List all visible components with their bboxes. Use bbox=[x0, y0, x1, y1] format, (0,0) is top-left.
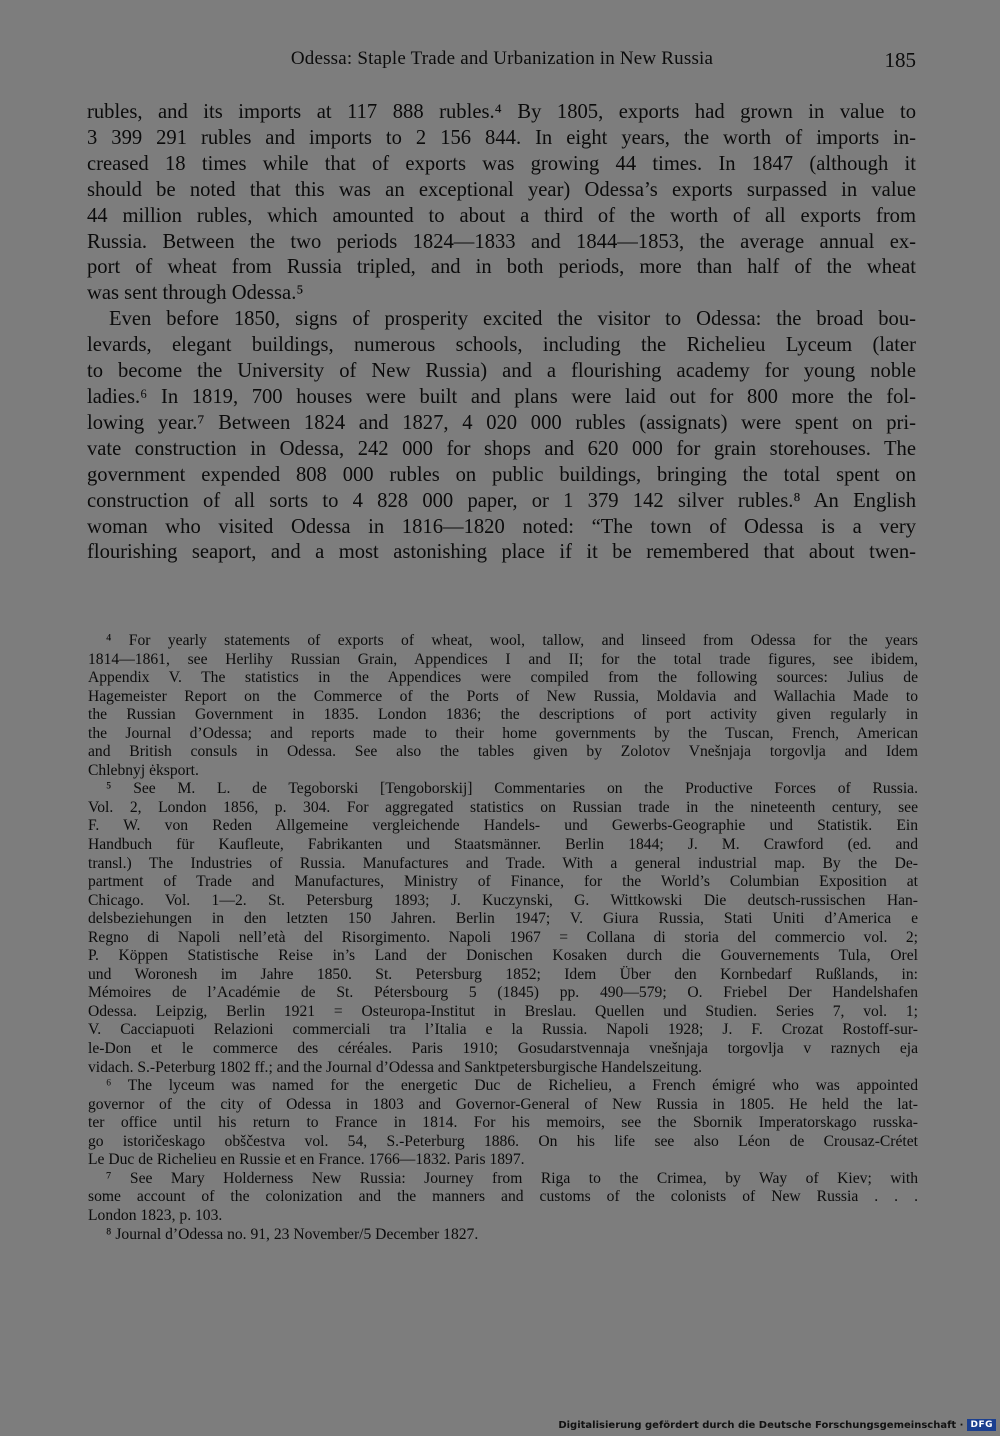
footnote-line: ⁷ See Mary Holderness New Russia: Journey from Riga to the Crimea, by Way of Kiev; with bbox=[106, 1169, 918, 1187]
running-title: Odessa: Staple Trade and Urbanization in New Russia bbox=[290, 48, 714, 69]
body-line: should be noted that this was an exceptional year) Odessa’s exports surpassed in value bbox=[87, 178, 916, 201]
footnote-line: some account of the colonization and the manners and customs of the colonists of New Russia . . . bbox=[88, 1188, 918, 1206]
body-line: port of wheat from Russia tripled, and in both periods, more than half of the wheat bbox=[87, 256, 916, 279]
footnote-line: vidach. S.-Peterburg 1802 ff.; and the Journal d’Odessa and Sanktpetersburgische Handelszeitung. bbox=[88, 1058, 703, 1076]
footnote-line: le-Don et le commerce des céréales. Paris 1910; Gosudarstvennaja vnešnjaja torgovlja v raznych eja bbox=[88, 1040, 918, 1058]
footnote-line: Vol. 2, London 1856, p. 304. For aggregated statistics on Russian trade in the nineteenth century, see bbox=[88, 798, 918, 816]
footnote-line: V. Cacciapuoti Relazioni commerciali tra l’Italia e la Russia. Napoli 1928; J. F. Crozat Rostoff-sur- bbox=[88, 1021, 918, 1039]
body-line: was sent through Odessa.⁵ bbox=[87, 282, 304, 305]
body-line: vate construction in Odessa, 242 000 for shops and 620 000 for grain storehouses. The bbox=[87, 437, 916, 460]
credit-text: Digitalisierung gefördert durch die Deutsche Forschungsgemeinschaft · bbox=[558, 1419, 964, 1431]
footnote-line: and British consuls in Odessa. See also the tables given by Zolotov Vnešnjaja torgovlja and Idem bbox=[88, 743, 918, 761]
footnote-line: London 1823, p. 103. bbox=[88, 1206, 223, 1224]
body-line: Even before 1850, signs of prosperity excited the visitor to Odessa: the broad bou- bbox=[109, 308, 916, 331]
footnote-line: transl.) The Industries of Russia. Manufactures and Trade. With a general industrial map. By the De- bbox=[88, 854, 918, 872]
footnote-line: und Woronesh im Jahre 1850. St. Petersburg 1852; Idem Über den Kornbedarf Rußlands, in: bbox=[88, 965, 918, 983]
footnote-line: Odessa. Leipzig, Berlin 1921 = Osteuropa-Institut in Breslau. Quellen und Studien. Series 7, vol. 1; bbox=[88, 1002, 918, 1020]
footnote-line: ⁶ The lyceum was named for the energetic Duc de Richelieu, a French émigré who was appointed bbox=[106, 1077, 918, 1095]
body-text bbox=[87, 100, 916, 566]
footnote-line: delsbeziehungen in den letzten 150 Jahren. Berlin 1947; V. Giura Russia, Stati Uniti d’America e bbox=[88, 910, 918, 928]
body-line: flourishing seaport, and a most astonishing place if it be remembered that about twen- bbox=[87, 541, 916, 564]
body-line: Russia. Between the two periods 1824—1833 and 1844—1853, the average annual ex- bbox=[87, 230, 916, 253]
footnote-line: Hagemeister Report on the Commerce of the Ports of New Russia, Moldavia and Wallachia Made to bbox=[88, 687, 918, 705]
footnote-line: the Russian Government in 1835. London 1836; the descriptions of port activity given regularly in bbox=[88, 706, 918, 724]
footnote-line: ⁸ Journal d’Odessa no. 91, 23 November/5 December 1827. bbox=[106, 1225, 479, 1243]
body-line: ladies.⁶ In 1819, 700 houses were built and plans were laid out for 800 more the fol- bbox=[87, 385, 916, 408]
body-line: rubles, and its imports at 117 888 rubles.⁴ By 1805, exports had grown in value to bbox=[87, 101, 916, 123]
footnote-line: go istoričeskago obščestva vol. 54, S.-Peterburg 1886. On his life see also Léon de Crousaz-Crétet bbox=[88, 1132, 918, 1150]
dfg-logo: DFG bbox=[967, 1419, 996, 1431]
body-line: to become the University of New Russia) and a flourishing academy for young noble bbox=[87, 360, 916, 383]
footnote-line: Chlebnyj ėksport. bbox=[88, 761, 199, 779]
footnote-line: partment of Trade and Manufactures, Ministry of Finance, for the World’s Columbian Exposition at bbox=[88, 873, 918, 891]
body-line: levards, elegant buildings, numerous schools, including the Richelieu Lyceum (later bbox=[87, 334, 916, 357]
body-line: government expended 808 000 rubles on public buildings, bringing the total spent on bbox=[87, 463, 916, 486]
digitization-credit bbox=[558, 1418, 996, 1432]
footnote-line: P. Köppen Statistische Reise in’s Land der Donischen Kosaken durch die Gouvernements Tula, Orel bbox=[88, 947, 918, 965]
footnote-line: ter office until his return to France in 1814. For his memoirs, see the Sbornik Imperatorskago russka- bbox=[88, 1114, 918, 1132]
footnote-line: Chicago. Vol. 1—2. St. Petersburg 1893; J. Kuczynski, G. Wittkowski Die deutsch-russischen Han- bbox=[88, 891, 918, 909]
footnote-line: 1814—1861, see Herlihy Russian Grain, Appendices I and II; for the total trade figures, see ibidem, bbox=[88, 650, 918, 668]
footnote-line: Handbuch für Kaufleute, Fabrikanten und Staatsmänner. Berlin 1844; J. M. Crawford (ed. and bbox=[88, 836, 918, 854]
footnotes bbox=[88, 632, 918, 1244]
body-line: lowing year.⁷ Between 1824 and 1827, 4 020 000 rubles (assignats) were spent on pri- bbox=[87, 411, 916, 434]
page-header bbox=[88, 48, 916, 78]
page-number: 185 bbox=[884, 48, 916, 72]
footnote-line: ⁴ For yearly statements of exports of wheat, wool, tallow, and linseed from Odessa for the years bbox=[106, 632, 918, 649]
footnote-line: Le Duc de Richelieu en Russie et en France. 1766—1832. Paris 1897. bbox=[88, 1151, 525, 1169]
footnote-line: ⁵ See M. L. de Tegoborski [Tengoborskij] Commentaries on the Productive Forces of Russia. bbox=[106, 780, 918, 798]
body-line: construction of all sorts to 4 828 000 paper, or 1 379 142 silver rubles.⁸ An English bbox=[87, 489, 916, 512]
footnote-line: Appendix V. The statistics in the Appendices were compiled from the following sources: Julius de bbox=[88, 669, 918, 687]
footnote-line: the Journal d’Odessa; and reports made to their home governments by the Tuscan, French, American bbox=[88, 724, 918, 742]
body-line: creased 18 times while that of exports was growing 44 times. In 1847 (although it bbox=[87, 152, 916, 175]
body-line: woman who visited Odessa in 1816—1820 noted: “The town of Odessa is a very bbox=[87, 515, 916, 538]
body-line: 44 million rubles, which amounted to about a third of the worth of all exports from bbox=[87, 204, 916, 227]
footnote-line: Mémoires de l’Académie de St. Pétersbourg 5 (1845) pp. 490—579; O. Friebel Der Handelshafen bbox=[88, 984, 918, 1002]
footnote-line: Regno di Napoli nell’età del Risorgimento. Napoli 1967 = Collana di storia del commercio vol. 2; bbox=[88, 928, 918, 946]
body-line: 3 399 291 rubles and imports to 2 156 844. In eight years, the worth of imports in- bbox=[87, 126, 916, 149]
footnote-line: F. W. von Reden Allgemeine vergleichende Handels- und Gewerbs-Geographie und Statistik. Ein bbox=[88, 817, 918, 835]
footnote-line: governor of the city of Odessa in 1803 and Governor-General of New Russia in 1805. He held the lat- bbox=[88, 1095, 918, 1113]
